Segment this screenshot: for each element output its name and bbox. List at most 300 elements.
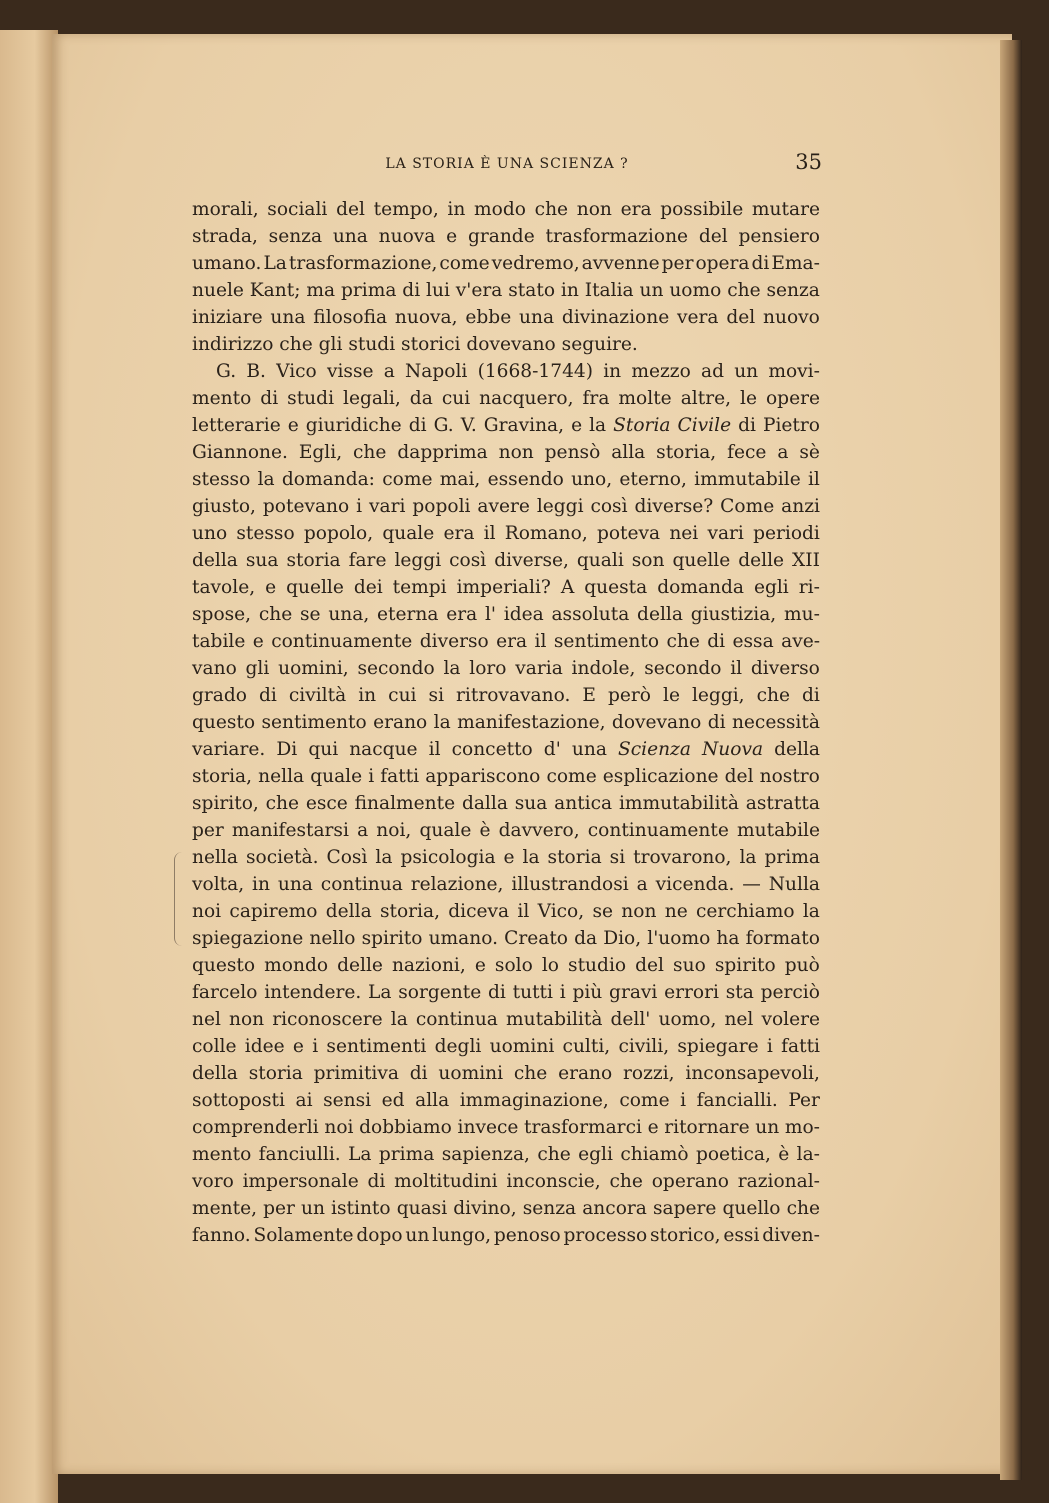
text-line [192, 358, 820, 385]
word: lo [541, 955, 559, 976]
word: lungo, [432, 1225, 492, 1246]
word: V. [460, 415, 477, 436]
word: formato [745, 928, 820, 949]
word: mutabile [737, 820, 820, 841]
word: XII [792, 550, 820, 571]
word: nuova [378, 226, 436, 247]
word: questo [192, 955, 256, 976]
word: noi [192, 901, 222, 922]
word: vari [707, 523, 744, 544]
word: ha [716, 928, 740, 949]
text-line [192, 574, 820, 601]
word: nella [192, 847, 238, 868]
word: uomini [438, 1063, 504, 1084]
word: indole, [571, 658, 636, 679]
word: sensi [323, 1090, 372, 1111]
word: ne [664, 901, 688, 922]
word: sapienza, [441, 1144, 530, 1165]
word: E [582, 685, 596, 706]
word: di [367, 1171, 386, 1192]
italic-word: Storia [613, 415, 671, 436]
word: culti, [562, 1036, 611, 1057]
word: manifestarsi [231, 820, 349, 841]
text-line [192, 1222, 820, 1249]
word: del [698, 226, 728, 247]
text-line [192, 196, 820, 223]
word: dovevano [611, 712, 702, 733]
word: e [571, 415, 583, 436]
word: che [537, 1144, 571, 1165]
word: è [479, 820, 491, 841]
word: d' [543, 739, 561, 760]
word: quale [419, 820, 472, 841]
word: ai [295, 1090, 313, 1111]
word: senza [268, 226, 323, 247]
text-line [192, 1060, 820, 1087]
text-line [192, 1033, 820, 1060]
word: finalmente [354, 793, 456, 814]
word: vari [369, 496, 406, 517]
word: è [778, 1144, 790, 1165]
word: primitiva [313, 1063, 399, 1084]
word: sottoposti [192, 1090, 285, 1111]
word: della [325, 901, 372, 922]
word: nuovo [763, 307, 820, 328]
word: secondo [644, 658, 722, 679]
word: tutti [512, 982, 553, 1003]
word: trasformarci [524, 1117, 642, 1138]
word: G. [433, 415, 454, 436]
word: continuamente [587, 820, 729, 841]
text-line [192, 439, 820, 466]
word: da [409, 388, 433, 409]
word: storia [286, 550, 341, 571]
word: l'uomo [647, 928, 711, 949]
word: quale [310, 766, 363, 787]
word: di [409, 1063, 428, 1084]
word: un [639, 280, 664, 301]
word: qui [308, 739, 339, 760]
word: prima [340, 280, 397, 301]
text-line [192, 1114, 820, 1141]
word: Vico, [537, 901, 585, 922]
word: ebbe [465, 307, 512, 328]
word: e [474, 955, 486, 976]
word: avere [477, 496, 530, 517]
word: noi, [376, 820, 412, 841]
word: fatti [781, 1036, 820, 1057]
word: loro [469, 658, 507, 679]
word: v'era [455, 280, 503, 301]
word: ritornare [664, 1117, 750, 1138]
word: fanciulli. [258, 1144, 341, 1165]
word: come [382, 469, 433, 490]
word: farcelo [192, 982, 258, 1003]
word: può [784, 955, 820, 976]
word: cui [441, 388, 471, 409]
word: così [449, 550, 487, 571]
word: una [277, 874, 313, 895]
text-line [192, 493, 820, 520]
running-title: LA STORIA È UNA SCIENZA ? [385, 156, 629, 172]
word: spirito, [192, 793, 259, 814]
word: antica [554, 793, 613, 814]
text-line [192, 385, 820, 412]
text-line [192, 898, 820, 925]
word: diverse, [494, 550, 569, 571]
word: giustizia, [690, 604, 777, 625]
text-line [192, 331, 820, 358]
word: non [576, 199, 612, 220]
word: i [559, 982, 566, 1003]
word: di [402, 280, 421, 301]
word: riconoscere [272, 1009, 383, 1030]
word: immaginazione, [459, 1090, 609, 1111]
word: idea [503, 604, 544, 625]
word: era [446, 604, 478, 625]
word: comprenderli [192, 1117, 319, 1138]
word: la [443, 658, 461, 679]
text-line [192, 466, 820, 493]
word: suo [673, 955, 706, 976]
word: processo [563, 1225, 648, 1246]
word: dopo [356, 1225, 403, 1246]
word: una, [328, 604, 370, 625]
word: dobbiamo [359, 1117, 452, 1138]
word: a [357, 820, 369, 841]
word: leggi, [691, 685, 745, 706]
word: avvenne [581, 253, 660, 274]
word: che [258, 604, 293, 625]
word: sorgente [398, 982, 482, 1003]
word: perciò [760, 982, 820, 1003]
word: che [265, 793, 300, 814]
word: stato [508, 280, 556, 301]
word: manifestazione, [457, 712, 606, 733]
word: storia, [656, 442, 717, 463]
word: dell' [610, 1009, 651, 1030]
word: opere [765, 388, 820, 409]
word: Dio, [603, 928, 642, 949]
word: era [496, 631, 528, 652]
word: il [517, 901, 530, 922]
word: popoli [412, 496, 471, 517]
word: una [571, 739, 607, 760]
word: mai, [439, 469, 481, 490]
word: invece [457, 1117, 519, 1138]
word: Così [326, 847, 368, 868]
word: per [263, 1198, 295, 1219]
word: che [513, 1063, 548, 1084]
word: uomo [669, 280, 722, 301]
word: della [192, 550, 238, 571]
word: che [666, 631, 700, 652]
word: A [560, 577, 575, 598]
word: nostro [759, 766, 820, 787]
word: un [300, 1198, 325, 1219]
word: ed [381, 1090, 405, 1111]
word: alla [611, 442, 646, 463]
word: il [807, 469, 820, 490]
word: del [724, 766, 754, 787]
word: errori [664, 982, 719, 1003]
word: che [534, 199, 569, 220]
text-line [192, 601, 820, 628]
word: le [663, 685, 680, 706]
word: intendere. [264, 982, 362, 1003]
word: e [252, 631, 264, 652]
italic-word: Scienza [617, 739, 691, 760]
body-text [192, 196, 820, 1249]
word: studi [287, 388, 335, 409]
word: uomini, [278, 658, 349, 679]
word: razional- [737, 1171, 820, 1192]
word: mo- [784, 1117, 820, 1138]
word: continua [415, 1009, 498, 1030]
word: illustrandosi [511, 874, 629, 895]
word: diverse? [634, 496, 714, 517]
page-number: 35 [795, 150, 822, 174]
word: colle [192, 1036, 237, 1057]
word: vedremo, [491, 253, 580, 274]
word: i [680, 1090, 687, 1111]
word: storia [547, 847, 602, 868]
word: così [590, 496, 628, 517]
word: essa [732, 631, 774, 652]
word: grado [192, 685, 247, 706]
word: concetto [451, 739, 533, 760]
word: gravi [609, 982, 658, 1003]
text-line [192, 979, 820, 1006]
word: poetica, [695, 1144, 771, 1165]
word: tempi [392, 577, 447, 598]
pencil-margin-mark [174, 852, 185, 946]
word: in [560, 280, 579, 301]
word: dalla [461, 793, 508, 814]
word: relazione, [410, 874, 504, 895]
word: vano [192, 658, 237, 679]
word: G. [216, 361, 237, 382]
word: si [428, 685, 445, 706]
word: questa [584, 577, 648, 598]
text-line [192, 1006, 820, 1033]
word: imperiali? [456, 577, 551, 598]
word: in [252, 874, 270, 895]
word: Kant; [249, 280, 301, 301]
word: un [734, 361, 759, 382]
word: era [620, 199, 652, 220]
word: a [383, 361, 395, 382]
word: in [447, 199, 466, 220]
word: quasi [396, 1198, 448, 1219]
word: vera [677, 307, 719, 328]
word: chiamò [620, 1144, 689, 1165]
word: delle [738, 550, 785, 571]
word: storia [248, 1063, 303, 1084]
word: fare [348, 550, 387, 571]
word: a [777, 442, 789, 463]
word: diceva [448, 901, 510, 922]
word: il [730, 658, 743, 679]
word: della [192, 1063, 238, 1084]
word: nei [669, 523, 699, 544]
word: quale [382, 523, 435, 544]
word: senza [766, 280, 820, 301]
word: davvero, [498, 820, 580, 841]
word: lui [426, 280, 450, 301]
word: dei [353, 577, 383, 598]
word: egli [753, 577, 789, 598]
word: sentimento [553, 631, 660, 652]
word: era [443, 523, 475, 544]
word: nella [258, 766, 305, 787]
word: più [572, 982, 603, 1003]
word: del [336, 199, 365, 220]
word: i [356, 496, 363, 517]
word: dapprima [397, 442, 488, 463]
word: — [742, 874, 761, 895]
word: Gravina, [483, 415, 565, 436]
word: stesso [192, 469, 251, 490]
word: fece [727, 442, 767, 463]
word: sapere [652, 1198, 717, 1219]
word: B. [246, 361, 266, 382]
word: Napoli [405, 361, 468, 382]
word: ritrovavano. [456, 685, 571, 706]
word: mento [192, 1144, 252, 1165]
text-line [192, 871, 820, 898]
italic-word: Nuova [702, 739, 764, 760]
word: volta, [192, 874, 245, 895]
word: domanda: [281, 469, 375, 490]
word: tavole, [192, 577, 256, 598]
word: la [739, 847, 757, 868]
word: psicologia [400, 847, 496, 868]
word: eterna [377, 604, 439, 625]
word: quello [722, 1198, 781, 1219]
text-line [192, 520, 820, 547]
word: e [287, 415, 299, 436]
word: esplicazione [602, 766, 719, 787]
word: della [774, 739, 820, 760]
word: a [636, 874, 648, 895]
word: trasformazione, [288, 253, 438, 274]
word: istinto [331, 1198, 391, 1219]
word: ad [700, 361, 724, 382]
word: quali [576, 550, 624, 571]
word: mu- [783, 604, 820, 625]
text-line [192, 655, 820, 682]
word: che [786, 1198, 820, 1219]
word: se [300, 604, 321, 625]
word: e [292, 1036, 304, 1057]
word: spiegazione [192, 928, 304, 949]
text-line [192, 682, 820, 709]
word: Creato [504, 928, 568, 949]
word: nel [724, 1009, 754, 1030]
text-line [192, 628, 820, 655]
word: l' [484, 604, 496, 625]
word: del [635, 955, 664, 976]
word: immutabilità [618, 793, 739, 814]
word: di [707, 712, 726, 733]
text-line [192, 736, 820, 763]
word: diven- [762, 1225, 820, 1246]
word: però [607, 685, 651, 706]
word: idee [244, 1036, 285, 1057]
word: e [265, 577, 277, 598]
word: spirito [361, 928, 423, 949]
word: tempo, [373, 199, 439, 220]
word: opera [695, 253, 750, 274]
word: e [503, 847, 515, 868]
word: assoluta [551, 604, 630, 625]
word: società. [245, 847, 319, 868]
word: di [260, 388, 279, 409]
word: i [766, 1036, 773, 1057]
text-line [192, 277, 820, 304]
word: egli [578, 1144, 613, 1165]
word: di [707, 631, 726, 652]
word: sentimenti [326, 1036, 427, 1057]
word: sociali [267, 199, 328, 220]
word: storico, [650, 1225, 721, 1246]
word: non [621, 901, 657, 922]
word: periodi [753, 523, 820, 544]
word: la [589, 415, 607, 436]
word: essendo [487, 469, 564, 490]
text-line [192, 952, 820, 979]
word: come [439, 253, 490, 274]
word: potevano [262, 496, 350, 517]
word: appariscono [425, 766, 541, 787]
word: come [619, 1090, 670, 1111]
word: ma [306, 280, 336, 301]
word: diverso [750, 658, 820, 679]
word: mutabilità [505, 1009, 603, 1030]
word: sta [725, 982, 754, 1003]
word: prima [378, 1144, 435, 1165]
word: nello [309, 928, 356, 949]
word: giusto, [192, 496, 256, 517]
word: e [446, 226, 458, 247]
word: astratta [745, 793, 820, 814]
word: una [519, 307, 555, 328]
word: domanda [657, 577, 744, 598]
word: in [358, 685, 377, 706]
word: continuamente [271, 631, 413, 652]
word: degli [434, 1036, 482, 1057]
word: divinazione [561, 307, 670, 328]
word: di [802, 685, 820, 706]
word: spirito [714, 955, 776, 976]
text-segment: indirizzo che gli studi storici dovevano seguire. [192, 334, 638, 355]
word: essi [723, 1225, 760, 1246]
word: fanno. [192, 1225, 251, 1246]
word: umano. [428, 928, 499, 949]
word: spose, [192, 604, 252, 625]
word: movi- [768, 361, 820, 382]
word: per [192, 820, 224, 841]
text-line [192, 304, 820, 331]
word: umano. [192, 253, 262, 274]
word: alla [415, 1090, 450, 1111]
word: studio [568, 955, 627, 976]
word: continua [320, 874, 403, 895]
word: di [738, 415, 756, 436]
word: la [257, 469, 275, 490]
word: per [661, 253, 694, 274]
